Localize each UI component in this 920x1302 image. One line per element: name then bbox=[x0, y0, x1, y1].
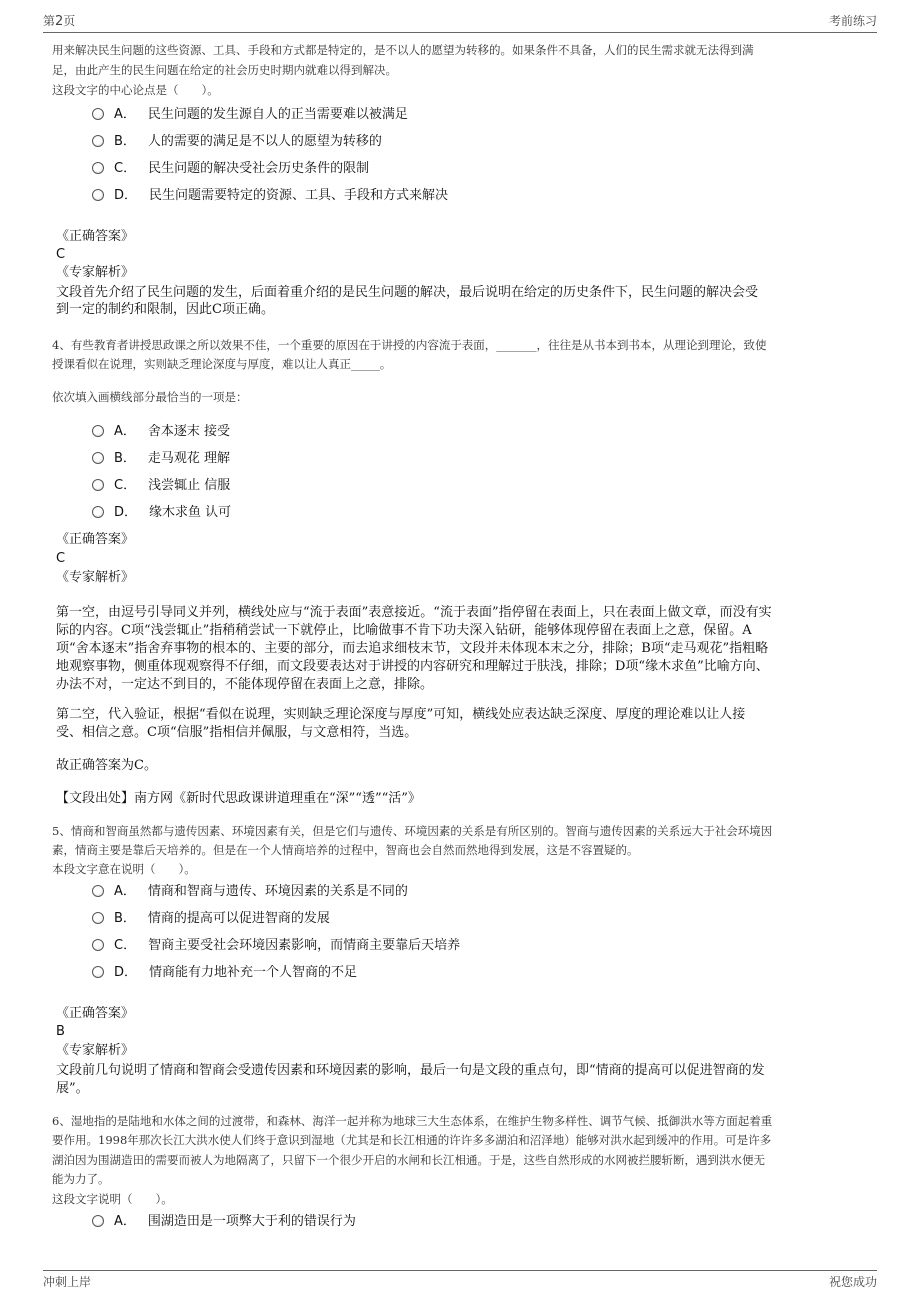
q5-option-b[interactable]: B． 情商的提高可以促进智商的发展 bbox=[92, 910, 330, 928]
radio-button-icon[interactable] bbox=[92, 939, 104, 951]
q4-analysis-p1-line-4: 地观察事物，侧重体现观察得不仔细，而文段要表达对于讲授的内容研究和理解过于肤浅，排除；D项“缘木求鱼”比喻方向、 bbox=[56, 659, 769, 674]
q4-option-d[interactable]: D． 缘木求鱼 认可 bbox=[92, 504, 231, 522]
radio-button-icon[interactable] bbox=[92, 966, 104, 978]
q3-answer: C bbox=[56, 247, 66, 262]
radio-button-icon[interactable] bbox=[92, 1215, 104, 1227]
radio-button-icon[interactable] bbox=[92, 189, 104, 201]
page-number: 第2页 bbox=[43, 14, 76, 29]
q4-option-c[interactable]: C． 浅尝辄止 信服 bbox=[92, 477, 230, 495]
radio-button-icon[interactable] bbox=[92, 162, 104, 174]
page-footer bbox=[43, 1270, 877, 1293]
q5-answer: B bbox=[56, 1024, 65, 1039]
q4-answer: C bbox=[56, 551, 66, 566]
q3-option-b[interactable]: B． 人的需要的满足是不以人的愿望为转移的 bbox=[92, 133, 382, 151]
q6-ask: 这段文字说明（ ）。 bbox=[52, 1192, 173, 1206]
q6-stem-line-2: 要作用。1998年那次长江大洪水使人们终于意识到湿地（尤其是和长江相通的许许多多湖泊和沼泽地）能够对洪水起到缓冲的作用。可是许多 bbox=[52, 1133, 772, 1147]
radio-button-icon[interactable] bbox=[92, 425, 104, 437]
radio-button-icon[interactable] bbox=[92, 885, 104, 897]
radio-button-icon[interactable] bbox=[92, 912, 104, 924]
q4-option-b[interactable]: B． 走马观花 理解 bbox=[92, 450, 230, 468]
q3-stem-line-1: 用来解决民生问题的这些资源、工具、手段和方式都是特定的，是不以人的愿望为转移的。如果条件不具备，人们的民生需求就无法得到满 bbox=[52, 43, 754, 57]
radio-button-icon[interactable] bbox=[92, 506, 104, 518]
header-title: 考前练习 bbox=[828, 14, 877, 28]
q5-stem-line-1: 5、情商和智商虽然都与遗传因素、环境因素有关，但是它们与遗传、环境因素的关系是有所区别的。智商与遗传因素的关系远大于社会环境因 bbox=[52, 824, 773, 838]
q5-analysis-line-2: 展”。 bbox=[56, 1081, 89, 1096]
radio-button-icon[interactable] bbox=[92, 479, 104, 491]
footer-right-text: 祝您成功 bbox=[828, 1275, 877, 1289]
q5-stem-line-2: 素，情商主要是靠后天培养的。但是在一个人情商培养的过程中，智商也会自然而然地得到发展，这是不容置疑的。 bbox=[52, 843, 639, 857]
q5-option-c[interactable]: C． 智商主要受社会环境因素影响，而情商主要靠后天培养 bbox=[92, 937, 460, 955]
q3-analysis-label: 《专家解析》 bbox=[56, 265, 135, 280]
q4-analysis-p1-line-1: 第一空，由逗号引导同义并列，横线处应与“流于表面”表意接近。“流于表面”指停留在表面上，只在表面上做文章，而没有实 bbox=[56, 605, 772, 620]
q4-source: 【文段出处】南方网《新时代思政课讲道理重在“深”“透”“活”》 bbox=[56, 791, 421, 806]
q4-stem-line-1: 4、有些教育者讲授思政课之所以效果不佳，一个重要的原因在于讲授的内容流于表面，_______，往往是从书本到书本，从理论到理论，致使 bbox=[52, 338, 767, 352]
radio-button-icon[interactable] bbox=[92, 135, 104, 147]
radio-button-icon[interactable] bbox=[92, 108, 104, 120]
q3-stem-line-2: 足，由此产生的民生问题在给定的社会历史时期内就难以得到解决。 bbox=[52, 63, 397, 77]
page-header bbox=[43, 12, 877, 33]
radio-button-icon[interactable] bbox=[92, 452, 104, 464]
q4-analysis-p2-line-1: 第二空，代入验证，根据“看似在说理，实则缺乏理论深度与厚度”可知，横线处应表达缺乏深度、厚度的理论难以让人接 bbox=[56, 707, 746, 722]
q4-stem-line-2: 授课看似在说理，实则缺乏理论深度与厚度，难以让人真正_____。 bbox=[52, 357, 392, 371]
q4-ask: 依次填入画横线部分最恰当的一项是： bbox=[52, 390, 248, 404]
q6-option-a[interactable]: A． 围湖造田是一项弊大于利的错误行为 bbox=[92, 1213, 356, 1231]
q5-ask: 本段文字意在说明（ ）。 bbox=[52, 862, 196, 876]
q5-option-a[interactable]: A． 情商和智商与遗传、环境因素的关系是不同的 bbox=[92, 883, 408, 901]
q5-analysis-line-1: 文段前几句说明了情商和智商会受遗传因素和环境因素的影响，最后一句是文段的重点句，即“情商的提高可以促进智商的发 bbox=[56, 1063, 765, 1078]
q3-option-a[interactable]: A． 民生问题的发生源自人的正当需要难以被满足 bbox=[92, 106, 408, 124]
q3-option-c[interactable]: C． 民生问题的解决受社会历史条件的限制 bbox=[92, 160, 369, 178]
q3-option-d[interactable]: D． 民生问题需要特定的资源、工具、手段和方式来解决 bbox=[92, 187, 448, 205]
q3-answer-label: 《正确答案》 bbox=[56, 229, 135, 244]
q4-final-answer: 故正确答案为C。 bbox=[56, 758, 157, 773]
q4-analysis-p1-line-3: 项“舍本逐末”指舍弃事物的根本的、主要的部分，而去追求细枝末节，文段并未体现本末之分，排除；B项“走马观花”指粗略 bbox=[56, 641, 769, 656]
q3-analysis-line-1: 文段首先介绍了民生问题的发生，后面着重介绍的是民生问题的解决，最后说明在给定的历史条件下，民生问题的解决会受 bbox=[56, 285, 759, 300]
q6-stem-line-1: 6、湿地指的是陆地和水体之间的过渡带，和森林、海洋一起并称为地球三大生态体系，在维护生物多样性、调节气候、抵御洪水等方面起着重 bbox=[52, 1114, 773, 1128]
q4-analysis-p1-line-2: 际的内容。C项“浅尝辄止”指稍稍尝试一下就停止，比喻做事不肯下功夫深入钻研，能够体现停留在表面上之意，保留。A bbox=[56, 623, 752, 638]
q4-answer-label: 《正确答案》 bbox=[56, 532, 135, 547]
q5-option-d[interactable]: D． 情商能有力地补充一个人智商的不足 bbox=[92, 964, 357, 982]
q4-analysis-label: 《专家解析》 bbox=[56, 570, 135, 585]
q5-analysis-label: 《专家解析》 bbox=[56, 1043, 135, 1058]
q3-analysis-line-2: 到一定的制约和限制，因此C项正确。 bbox=[56, 302, 274, 317]
footer-left-text: 冲刺上岸 bbox=[43, 1275, 92, 1289]
q5-answer-label: 《正确答案》 bbox=[56, 1006, 135, 1021]
q4-option-a[interactable]: A． 舍本逐末 接受 bbox=[92, 423, 230, 441]
q3-ask: 这段文字的中心论点是（ ）。 bbox=[52, 83, 219, 97]
q4-analysis-p2-line-2: 受、相信之意。C项“信服”指相信并佩服，与文意相符，当选。 bbox=[56, 725, 418, 740]
q6-stem-line-3: 湖泊因为围湖造田的需要而被人为地隔离了，只留下一个很少开启的水闸和长江相通。于是，这些自然形成的水网被拦腰斩断，遇到洪水便无 bbox=[52, 1153, 765, 1167]
q4-analysis-p1-line-5: 办法不对，一定达不到目的，不能体现停留在表面上之意，排除。 bbox=[56, 677, 434, 692]
q6-stem-line-4: 能为力了。 bbox=[52, 1172, 110, 1186]
